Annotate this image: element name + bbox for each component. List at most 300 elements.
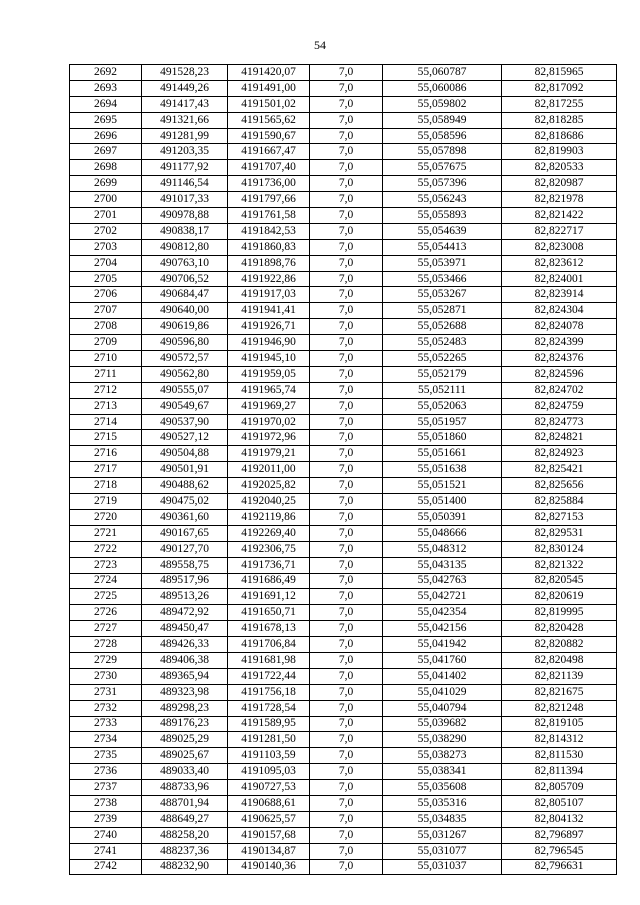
value-cell: 7,0	[310, 382, 383, 398]
y-coordinate-cell: 4192025,82	[228, 478, 310, 494]
longitude-cell: 82,804132	[502, 811, 617, 827]
point-number-cell: 2706	[70, 287, 142, 303]
x-coordinate-cell: 491177,92	[142, 160, 228, 176]
x-coordinate-cell: 488258,20	[142, 827, 228, 843]
table-row	[70, 700, 617, 716]
value-cell: 7,0	[310, 557, 383, 573]
latitude-cell: 55,035316	[383, 795, 502, 811]
x-coordinate-cell: 489176,23	[142, 716, 228, 732]
page-number: 54	[314, 38, 326, 52]
table-row	[70, 271, 617, 287]
y-coordinate-cell: 4192119,86	[228, 509, 310, 525]
table-row	[70, 112, 617, 128]
y-coordinate-cell: 4191590,67	[228, 128, 310, 144]
y-coordinate-cell: 4191756,18	[228, 684, 310, 700]
table-row	[70, 287, 617, 303]
x-coordinate-cell: 491417,43	[142, 96, 228, 112]
x-coordinate-cell: 489406,38	[142, 652, 228, 668]
longitude-cell: 82,821322	[502, 557, 617, 573]
latitude-cell: 55,041402	[383, 668, 502, 684]
x-coordinate-cell: 489513,26	[142, 589, 228, 605]
x-coordinate-cell: 488232,90	[142, 859, 228, 875]
latitude-cell: 55,052179	[383, 366, 502, 382]
point-number-cell: 2722	[70, 541, 142, 557]
table-row	[70, 557, 617, 573]
table-row	[70, 398, 617, 414]
value-cell: 7,0	[310, 732, 383, 748]
point-number-cell: 2713	[70, 398, 142, 414]
longitude-cell: 82,818686	[502, 128, 617, 144]
x-coordinate-cell: 490562,80	[142, 366, 228, 382]
table-row	[70, 303, 617, 319]
longitude-cell: 82,820545	[502, 573, 617, 589]
table-row	[70, 859, 617, 875]
longitude-cell: 82,796631	[502, 859, 617, 875]
point-number-cell: 2731	[70, 684, 142, 700]
point-number-cell: 2718	[70, 478, 142, 494]
latitude-cell: 55,053466	[383, 271, 502, 287]
table-row	[70, 732, 617, 748]
latitude-cell: 55,057898	[383, 144, 502, 160]
y-coordinate-cell: 4191941,41	[228, 303, 310, 319]
value-cell: 7,0	[310, 319, 383, 335]
point-number-cell: 2695	[70, 112, 142, 128]
x-coordinate-cell: 489025,29	[142, 732, 228, 748]
value-cell: 7,0	[310, 462, 383, 478]
table-row	[70, 811, 617, 827]
latitude-cell: 55,041942	[383, 637, 502, 653]
point-number-cell: 2693	[70, 80, 142, 96]
value-cell: 7,0	[310, 700, 383, 716]
x-coordinate-cell: 491203,35	[142, 144, 228, 160]
latitude-cell: 55,043135	[383, 557, 502, 573]
x-coordinate-cell: 491146,54	[142, 176, 228, 192]
y-coordinate-cell: 4190727,53	[228, 780, 310, 796]
point-number-cell: 2717	[70, 462, 142, 478]
table-row	[70, 319, 617, 335]
table-row	[70, 827, 617, 843]
latitude-cell: 55,051400	[383, 494, 502, 510]
x-coordinate-cell: 489298,23	[142, 700, 228, 716]
x-coordinate-cell: 490504,88	[142, 446, 228, 462]
x-coordinate-cell: 489033,40	[142, 764, 228, 780]
latitude-cell: 55,060086	[383, 80, 502, 96]
latitude-cell: 55,031037	[383, 859, 502, 875]
latitude-cell: 55,051661	[383, 446, 502, 462]
table-row	[70, 96, 617, 112]
latitude-cell: 55,042763	[383, 573, 502, 589]
x-coordinate-cell: 490167,65	[142, 525, 228, 541]
longitude-cell: 82,820533	[502, 160, 617, 176]
latitude-cell: 55,052063	[383, 398, 502, 414]
y-coordinate-cell: 4191797,66	[228, 192, 310, 208]
latitude-cell: 55,038290	[383, 732, 502, 748]
point-number-cell: 2736	[70, 764, 142, 780]
value-cell: 7,0	[310, 795, 383, 811]
longitude-cell: 82,825656	[502, 478, 617, 494]
longitude-cell: 82,820882	[502, 637, 617, 653]
point-number-cell: 2740	[70, 827, 142, 843]
longitude-cell: 82,796545	[502, 843, 617, 859]
value-cell: 7,0	[310, 80, 383, 96]
latitude-cell: 55,042156	[383, 621, 502, 637]
table-row	[70, 65, 617, 81]
x-coordinate-cell: 488733,96	[142, 780, 228, 796]
value-cell: 7,0	[310, 573, 383, 589]
table-row	[70, 414, 617, 430]
y-coordinate-cell: 4190134,87	[228, 843, 310, 859]
latitude-cell: 55,048666	[383, 525, 502, 541]
longitude-cell: 82,825421	[502, 462, 617, 478]
x-coordinate-cell: 488237,36	[142, 843, 228, 859]
y-coordinate-cell: 4191491,00	[228, 80, 310, 96]
table-row	[70, 366, 617, 382]
y-coordinate-cell: 4192040,25	[228, 494, 310, 510]
y-coordinate-cell: 4191420,07	[228, 65, 310, 81]
table-row	[70, 573, 617, 589]
point-number-cell: 2711	[70, 366, 142, 382]
y-coordinate-cell: 4191650,71	[228, 605, 310, 621]
table-row	[70, 589, 617, 605]
value-cell: 7,0	[310, 637, 383, 653]
point-number-cell: 2701	[70, 208, 142, 224]
longitude-cell: 82,821422	[502, 208, 617, 224]
longitude-cell: 82,819105	[502, 716, 617, 732]
x-coordinate-cell: 490537,90	[142, 414, 228, 430]
table-row	[70, 509, 617, 525]
value-cell: 7,0	[310, 478, 383, 494]
latitude-cell: 55,050391	[383, 509, 502, 525]
x-coordinate-cell: 490706,52	[142, 271, 228, 287]
longitude-cell: 82,820498	[502, 652, 617, 668]
x-coordinate-cell: 489426,33	[142, 637, 228, 653]
value-cell: 7,0	[310, 160, 383, 176]
y-coordinate-cell: 4191691,12	[228, 589, 310, 605]
x-coordinate-cell: 490555,07	[142, 382, 228, 398]
table-row	[70, 795, 617, 811]
value-cell: 7,0	[310, 748, 383, 764]
longitude-cell: 82,822717	[502, 223, 617, 239]
y-coordinate-cell: 4191686,49	[228, 573, 310, 589]
longitude-cell: 82,821978	[502, 192, 617, 208]
x-coordinate-cell: 489450,47	[142, 621, 228, 637]
latitude-cell: 55,035608	[383, 780, 502, 796]
x-coordinate-cell: 489025,67	[142, 748, 228, 764]
latitude-cell: 55,051860	[383, 430, 502, 446]
table-row	[70, 382, 617, 398]
point-number-cell: 2721	[70, 525, 142, 541]
table-row	[70, 605, 617, 621]
y-coordinate-cell: 4191281,50	[228, 732, 310, 748]
table-row	[70, 637, 617, 653]
value-cell: 7,0	[310, 446, 383, 462]
y-coordinate-cell: 4192306,75	[228, 541, 310, 557]
value-cell: 7,0	[310, 271, 383, 287]
longitude-cell: 82,824773	[502, 414, 617, 430]
point-number-cell: 2735	[70, 748, 142, 764]
latitude-cell: 55,052688	[383, 319, 502, 335]
longitude-cell: 82,815965	[502, 65, 617, 81]
longitude-cell: 82,823914	[502, 287, 617, 303]
value-cell: 7,0	[310, 589, 383, 605]
y-coordinate-cell: 4191972,96	[228, 430, 310, 446]
y-coordinate-cell: 4191736,71	[228, 557, 310, 573]
latitude-cell: 55,042721	[383, 589, 502, 605]
latitude-cell: 55,051521	[383, 478, 502, 494]
point-number-cell: 2704	[70, 255, 142, 271]
y-coordinate-cell: 4191970,02	[228, 414, 310, 430]
value-cell: 7,0	[310, 541, 383, 557]
y-coordinate-cell: 4191707,40	[228, 160, 310, 176]
y-coordinate-cell: 4191728,54	[228, 700, 310, 716]
latitude-cell: 55,052265	[383, 351, 502, 367]
table-row	[70, 716, 617, 732]
latitude-cell: 55,034835	[383, 811, 502, 827]
table-row	[70, 430, 617, 446]
y-coordinate-cell: 4192011,00	[228, 462, 310, 478]
point-number-cell: 2715	[70, 430, 142, 446]
coordinates-table	[69, 64, 617, 875]
value-cell: 7,0	[310, 621, 383, 637]
longitude-cell: 82,829531	[502, 525, 617, 541]
latitude-cell: 55,038341	[383, 764, 502, 780]
value-cell: 7,0	[310, 605, 383, 621]
longitude-cell: 82,823008	[502, 239, 617, 255]
point-number-cell: 2708	[70, 319, 142, 335]
value-cell: 7,0	[310, 239, 383, 255]
y-coordinate-cell: 4191969,27	[228, 398, 310, 414]
longitude-cell: 82,824702	[502, 382, 617, 398]
point-number-cell: 2699	[70, 176, 142, 192]
x-coordinate-cell: 490838,17	[142, 223, 228, 239]
point-number-cell: 2719	[70, 494, 142, 510]
point-number-cell: 2702	[70, 223, 142, 239]
table-row	[70, 684, 617, 700]
table-row	[70, 351, 617, 367]
point-number-cell: 2738	[70, 795, 142, 811]
longitude-cell: 82,821675	[502, 684, 617, 700]
x-coordinate-cell: 489517,96	[142, 573, 228, 589]
value-cell: 7,0	[310, 255, 383, 271]
y-coordinate-cell: 4190140,36	[228, 859, 310, 875]
latitude-cell: 55,031267	[383, 827, 502, 843]
y-coordinate-cell: 4191842,53	[228, 223, 310, 239]
longitude-cell: 82,824304	[502, 303, 617, 319]
x-coordinate-cell: 490763,10	[142, 255, 228, 271]
table-row	[70, 668, 617, 684]
point-number-cell: 2726	[70, 605, 142, 621]
y-coordinate-cell: 4191706,84	[228, 637, 310, 653]
x-coordinate-cell: 490812,80	[142, 239, 228, 255]
x-coordinate-cell: 488649,27	[142, 811, 228, 827]
x-coordinate-cell: 491281,99	[142, 128, 228, 144]
point-number-cell: 2734	[70, 732, 142, 748]
longitude-cell: 82,817092	[502, 80, 617, 96]
value-cell: 7,0	[310, 843, 383, 859]
y-coordinate-cell: 4191589,95	[228, 716, 310, 732]
point-number-cell: 2742	[70, 859, 142, 875]
table-row	[70, 764, 617, 780]
value-cell: 7,0	[310, 223, 383, 239]
point-number-cell: 2737	[70, 780, 142, 796]
value-cell: 7,0	[310, 525, 383, 541]
longitude-cell: 82,819903	[502, 144, 617, 160]
value-cell: 7,0	[310, 764, 383, 780]
x-coordinate-cell: 489365,94	[142, 668, 228, 684]
x-coordinate-cell: 491449,26	[142, 80, 228, 96]
table-row	[70, 843, 617, 859]
coordinates-table-body	[70, 65, 617, 875]
latitude-cell: 55,053267	[383, 287, 502, 303]
point-number-cell: 2733	[70, 716, 142, 732]
latitude-cell: 55,041029	[383, 684, 502, 700]
y-coordinate-cell: 4191922,86	[228, 271, 310, 287]
y-coordinate-cell: 4191103,59	[228, 748, 310, 764]
point-number-cell: 2703	[70, 239, 142, 255]
latitude-cell: 55,038273	[383, 748, 502, 764]
x-coordinate-cell: 489472,92	[142, 605, 228, 621]
table-row	[70, 208, 617, 224]
x-coordinate-cell: 491321,66	[142, 112, 228, 128]
longitude-cell: 82,827153	[502, 509, 617, 525]
point-number-cell: 2741	[70, 843, 142, 859]
value-cell: 7,0	[310, 494, 383, 510]
longitude-cell: 82,819995	[502, 605, 617, 621]
table-row	[70, 462, 617, 478]
y-coordinate-cell: 4191946,90	[228, 335, 310, 351]
latitude-cell: 55,042354	[383, 605, 502, 621]
longitude-cell: 82,796897	[502, 827, 617, 843]
x-coordinate-cell: 490619,86	[142, 319, 228, 335]
y-coordinate-cell: 4191681,98	[228, 652, 310, 668]
table-row	[70, 494, 617, 510]
x-coordinate-cell: 490978,88	[142, 208, 228, 224]
x-coordinate-cell: 490501,91	[142, 462, 228, 478]
latitude-cell: 55,060787	[383, 65, 502, 81]
point-number-cell: 2694	[70, 96, 142, 112]
x-coordinate-cell: 490684,47	[142, 287, 228, 303]
y-coordinate-cell: 4191722,44	[228, 668, 310, 684]
table-row	[70, 652, 617, 668]
value-cell: 7,0	[310, 684, 383, 700]
point-number-cell: 2696	[70, 128, 142, 144]
value-cell: 7,0	[310, 652, 383, 668]
value-cell: 7,0	[310, 398, 383, 414]
value-cell: 7,0	[310, 716, 383, 732]
point-number-cell: 2698	[70, 160, 142, 176]
table-row	[70, 541, 617, 557]
y-coordinate-cell: 4191860,83	[228, 239, 310, 255]
value-cell: 7,0	[310, 827, 383, 843]
y-coordinate-cell: 4191979,21	[228, 446, 310, 462]
latitude-cell: 55,056243	[383, 192, 502, 208]
table-row	[70, 255, 617, 271]
y-coordinate-cell: 4191667,47	[228, 144, 310, 160]
x-coordinate-cell: 491017,33	[142, 192, 228, 208]
longitude-cell: 82,824078	[502, 319, 617, 335]
value-cell: 7,0	[310, 65, 383, 81]
latitude-cell: 55,052111	[383, 382, 502, 398]
value-cell: 7,0	[310, 208, 383, 224]
x-coordinate-cell: 490488,62	[142, 478, 228, 494]
y-coordinate-cell: 4190625,57	[228, 811, 310, 827]
latitude-cell: 55,054639	[383, 223, 502, 239]
x-coordinate-cell: 490549,67	[142, 398, 228, 414]
value-cell: 7,0	[310, 668, 383, 684]
point-number-cell: 2692	[70, 65, 142, 81]
y-coordinate-cell: 4191678,13	[228, 621, 310, 637]
longitude-cell: 82,824759	[502, 398, 617, 414]
x-coordinate-cell: 490572,57	[142, 351, 228, 367]
value-cell: 7,0	[310, 335, 383, 351]
y-coordinate-cell: 4191945,10	[228, 351, 310, 367]
latitude-cell: 55,041760	[383, 652, 502, 668]
point-number-cell: 2697	[70, 144, 142, 160]
point-number-cell: 2714	[70, 414, 142, 430]
y-coordinate-cell: 4190157,68	[228, 827, 310, 843]
longitude-cell: 82,820619	[502, 589, 617, 605]
longitude-cell: 82,805107	[502, 795, 617, 811]
value-cell: 7,0	[310, 128, 383, 144]
latitude-cell: 55,054413	[383, 239, 502, 255]
longitude-cell: 82,824923	[502, 446, 617, 462]
x-coordinate-cell: 490127,70	[142, 541, 228, 557]
longitude-cell: 82,825884	[502, 494, 617, 510]
x-coordinate-cell: 491528,23	[142, 65, 228, 81]
longitude-cell: 82,805709	[502, 780, 617, 796]
table-row	[70, 144, 617, 160]
table-row	[70, 748, 617, 764]
x-coordinate-cell: 490640,00	[142, 303, 228, 319]
y-coordinate-cell: 4192269,40	[228, 525, 310, 541]
table-row	[70, 621, 617, 637]
value-cell: 7,0	[310, 192, 383, 208]
point-number-cell: 2710	[70, 351, 142, 367]
latitude-cell: 55,040794	[383, 700, 502, 716]
longitude-cell: 82,823612	[502, 255, 617, 271]
table-row	[70, 80, 617, 96]
y-coordinate-cell: 4191926,71	[228, 319, 310, 335]
longitude-cell: 82,824821	[502, 430, 617, 446]
value-cell: 7,0	[310, 303, 383, 319]
y-coordinate-cell: 4191898,76	[228, 255, 310, 271]
x-coordinate-cell: 488701,94	[142, 795, 228, 811]
point-number-cell: 2739	[70, 811, 142, 827]
point-number-cell: 2728	[70, 637, 142, 653]
point-number-cell: 2716	[70, 446, 142, 462]
point-number-cell: 2730	[70, 668, 142, 684]
y-coordinate-cell: 4191917,03	[228, 287, 310, 303]
latitude-cell: 55,051957	[383, 414, 502, 430]
table-row	[70, 223, 617, 239]
value-cell: 7,0	[310, 859, 383, 875]
longitude-cell: 82,820428	[502, 621, 617, 637]
latitude-cell: 55,048312	[383, 541, 502, 557]
y-coordinate-cell: 4191095,03	[228, 764, 310, 780]
value-cell: 7,0	[310, 366, 383, 382]
longitude-cell: 82,814312	[502, 732, 617, 748]
table-row	[70, 525, 617, 541]
latitude-cell: 55,055893	[383, 208, 502, 224]
longitude-cell: 82,817255	[502, 96, 617, 112]
value-cell: 7,0	[310, 287, 383, 303]
point-number-cell: 2712	[70, 382, 142, 398]
value-cell: 7,0	[310, 112, 383, 128]
y-coordinate-cell: 4191959,05	[228, 366, 310, 382]
value-cell: 7,0	[310, 176, 383, 192]
longitude-cell: 82,821139	[502, 668, 617, 684]
longitude-cell: 82,824596	[502, 366, 617, 382]
